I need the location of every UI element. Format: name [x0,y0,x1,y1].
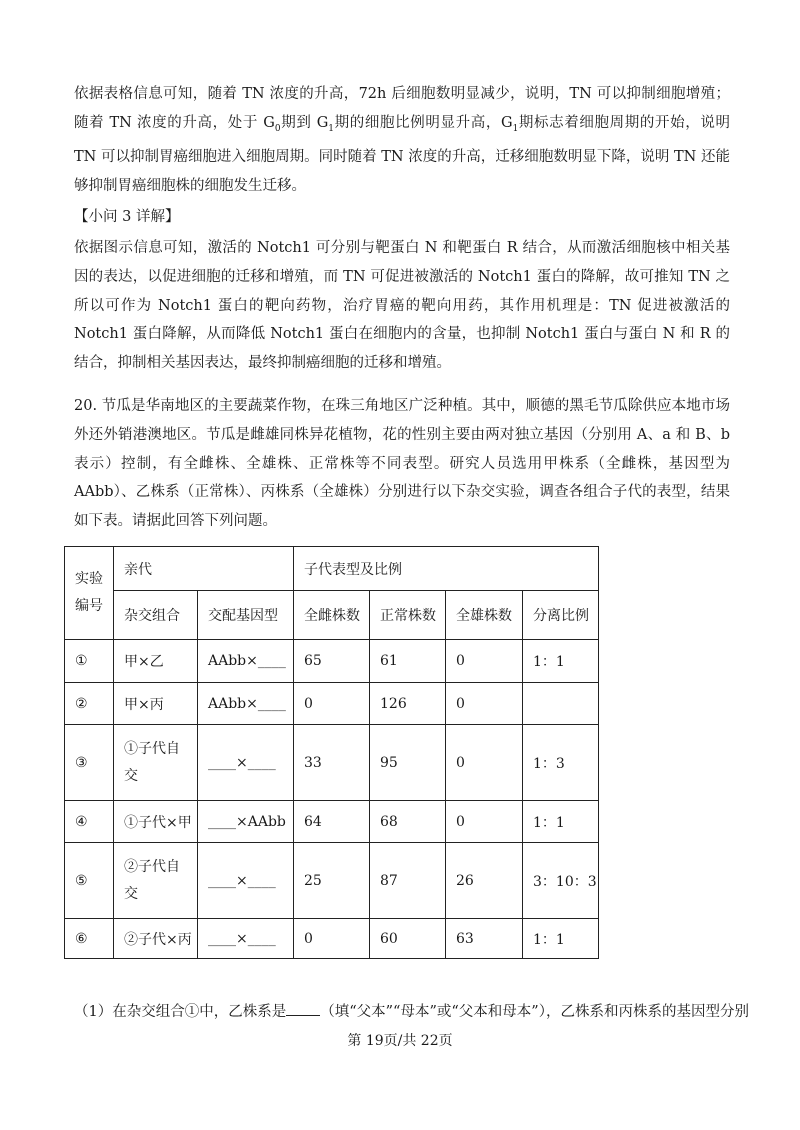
cell-genotype: ____×____ [198,725,294,801]
subscript: 1 [328,123,335,134]
cell-male: 63 [446,919,523,959]
header-offspring: 子代表型及比例 [294,547,599,591]
cell-genotype: AAbb×____ [198,640,294,683]
sub-question-1 [74,1000,754,1021]
subscript: 1 [512,123,519,134]
text-run: 期标志着细胞周期的开始，说明 TN 可以抑制胃癌细胞进入细胞周期。同时随着 TN 浓度的升高，迁移细胞数明显下降，说明 TN 还能够抑制胃癌细胞株的细胞发生迁移。 [74,114,730,195]
cell-cross: 甲×丙 [114,683,198,725]
cell-normal: 68 [370,801,446,843]
subheader-normal: 正常株数 [370,591,446,640]
experiment-table [64,546,599,959]
cell-female: 25 [294,843,370,919]
answer-blank[interactable] [286,1001,320,1016]
cell-male: 0 [446,640,523,683]
cell-ratio [523,683,599,725]
paragraph-analysis-1 [74,80,730,201]
question-text: （1）在杂交组合①中，乙株系是 [74,1004,287,1020]
cell-female: 0 [294,919,370,959]
cell-ratio: 1：1 [523,801,599,843]
cell-female: 0 [294,683,370,725]
cell-male: 26 [446,843,523,919]
cell-id: ④ [65,801,114,843]
subheader-cross: 杂交组合 [114,591,198,640]
table-row [65,919,599,959]
table-row [65,843,599,919]
cell-id: ③ [65,725,114,801]
cell-ratio: 1：1 [523,919,599,959]
cell-male: 0 [446,801,523,843]
text-run: 期到 G [280,114,329,131]
question-20-stem: 20. 节瓜是华南地区的主要蔬菜作物，在珠三角地区广泛种植。其中，顺德的黑毛节瓜除供应本地市场外还外销港澳地区。节瓜是雌雄同株异花植物，花的性别主要由两对独立基因（分别用 A、a 和 B、b 表示）控制，有全雌株、全雄株、正常株等不同表型。研究人员选用甲株系（全雌株，基因型为 AAbb）、乙株系（正常株）、丙株系（全雄株）分别进行以下杂交实验，调查各组合子代的表型，结果如下表。请据此回答下列问题。 [74,398,730,530]
cell-cross: 甲×乙 [114,640,198,683]
table-row [65,725,599,801]
cell-normal: 60 [370,919,446,959]
cell-normal: 95 [370,725,446,801]
cell-ratio: 1：1 [523,640,599,683]
cell-cross: ①子代×甲 [114,801,198,843]
cell-male: 0 [446,683,523,725]
cell-genotype: ____×____ [198,843,294,919]
header-parents: 亲代 [114,547,294,591]
question-text: （填“父本”“母本”或“父本和母本”），乙株系和丙株系的基因型分别 [320,1004,749,1020]
cell-cross: ①子代自交 [114,725,198,801]
table-row [65,683,599,725]
subheader-male: 全雄株数 [446,591,523,640]
header-experiment-id: 实验编号 [65,547,114,640]
cell-id: ① [65,640,114,683]
subheader-female: 全雌株数 [294,591,370,640]
cell-genotype: ____×AAbb [198,801,294,843]
cell-normal: 126 [370,683,446,725]
table-row [65,640,599,683]
cell-genotype: AAbb×____ [198,683,294,725]
subscript: 0 [274,123,281,134]
cell-cross: ②子代自交 [114,843,198,919]
page-footer: 第 19页/共 22页 [347,1033,453,1049]
cell-normal: 87 [370,843,446,919]
paragraph-analysis-2: 依据图示信息可知，激活的 Notch1 可分别与靶蛋白 N 和靶蛋白 R 结合，从而激活细胞核中相关基因的表达，以促进细胞的迁移和增殖，而 TN 可促进被激活的 Notch1 蛋白的降解，故可推知 TN 之所以可作为 Notch1 蛋白的靶向药物，治疗胃癌的靶向用药，其作用机理是：TN 促进被激活的 Notch1 蛋白降解，从而降低 Notch1 蛋白在细胞内的含量，也抑制 Notch1 蛋白与蛋白 N 和 R 的结合，抑制相关基因表达，最终抑制癌细胞的迁移和增殖。 [74,240,730,372]
table-row [65,801,599,843]
cell-genotype: ____×____ [198,919,294,959]
cell-ratio: 3：10：3 [523,843,599,919]
cell-normal: 61 [370,640,446,683]
cell-female: 65 [294,640,370,683]
cell-cross: ②子代×丙 [114,919,198,959]
cell-female: 33 [294,725,370,801]
text-run: 期的细胞比例明显升高，G [334,114,513,131]
cell-ratio: 1：3 [523,725,599,801]
cell-id: ⑤ [65,843,114,919]
cell-male: 0 [446,725,523,801]
text-run: 依据表格信息可知，随着 TN 浓度的升高，72h 后细胞数明显减少，说明，TN 可以抑制细胞增殖；随着 TN 浓度的升高，处于 G [74,86,730,131]
section-heading: 【小问 3 详解】 [74,209,180,225]
cell-female: 64 [294,801,370,843]
cell-id: ⑥ [65,919,114,959]
subheader-genotype: 交配基因型 [198,591,294,640]
cell-id: ② [65,683,114,725]
subheader-ratio: 分离比例 [523,591,599,640]
